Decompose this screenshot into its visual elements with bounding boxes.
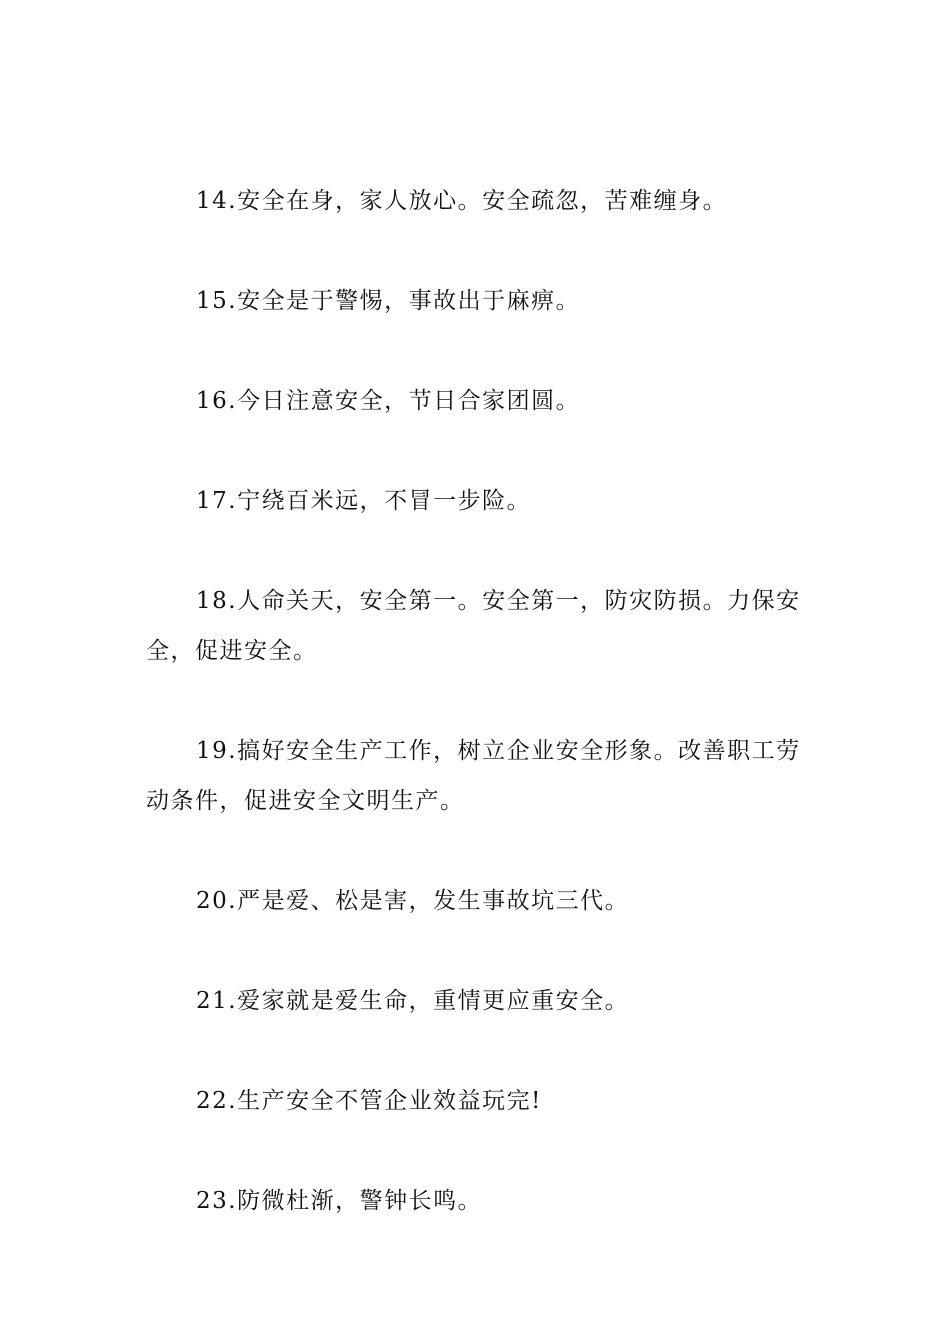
slogan-paragraph-15: 15.安全是于警惕，事故出于麻痹。	[196, 288, 581, 314]
document-body	[146, 176, 810, 1276]
slogan-paragraph-20: 20.严是爱、松是害，发生事故坑三代。	[196, 888, 630, 914]
slogan-paragraph-21: 21.爱家就是爱生命，重情更应重安全。	[196, 988, 630, 1014]
slogan-paragraph-19: 19.搞好安全生产工作，树立企业安全形象。改善职工劳动条件，促进安全文明生产。	[146, 738, 801, 814]
slogan-paragraph-17: 17.宁绕百米远，不冒一步险。	[196, 488, 532, 514]
slogan-paragraph-18: 18.人命关天，安全第一。安全第一，防灾防损。力保安全，促进安全。	[146, 588, 801, 664]
slogan-paragraph-14: 14.安全在身，家人放心。安全疏忽，苦难缠身。	[196, 188, 728, 214]
slogan-paragraph-16: 16.今日注意安全，节日合家团圆。	[196, 388, 581, 414]
slogan-paragraph-23: 23.防微杜渐，警钟长鸣。	[196, 1188, 483, 1214]
slogan-paragraph-22: 22.生产安全不管企业效益玩完!	[196, 1088, 542, 1114]
